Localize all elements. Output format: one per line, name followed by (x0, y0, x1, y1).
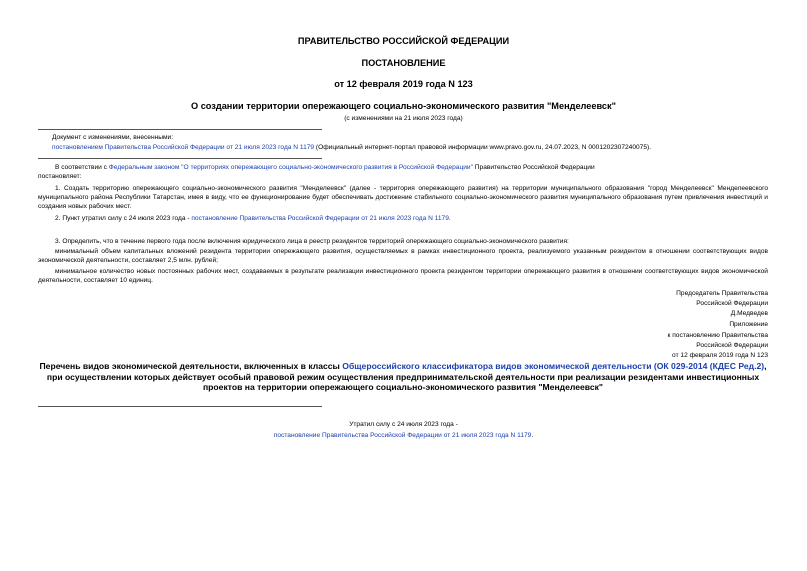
item-2: 2. Пункт утратил силу с 24 июля 2023 года - постановление Правительства Российской Федерации от 21 июля 2023 года N 1179. (55, 215, 451, 222)
item-3-investment: минимальный объем капитальных вложений резидента территории опережающего развития, осуществляемых в рамках инвестиционного проекта, реализуемого указанным резидентом в отношении соответствующих видов экономической деятельности, составляет 2,5 млн. рублей; (38, 248, 768, 264)
preamble: В соответствии с Федеральным законом "О территориях опережающего социально-экономического развития в Российской Федерации" Правительство Российской Федерации (55, 164, 595, 171)
doc-type-heading: ПОСТАНОВЛЕНИЕ (361, 58, 446, 68)
okved-classifier-link[interactable]: Общероссийского классификатора видов экономической деятельности (ОК 029-2014 (КДЕС Ред.2) (342, 361, 765, 371)
repeal-link[interactable]: постановление Правительства Российской Федерации от 21 июля 2023 года N 1179 (191, 215, 449, 222)
federal-law-link[interactable]: Федеральным законом "О территориях опережающего социально-экономического развития в Российской Федерации" (108, 164, 473, 171)
document-title: О создании территории опережающего социально-экономического развития "Менделеевск" (191, 101, 616, 111)
appendix-label: Приложение (729, 321, 768, 328)
separator-line (38, 158, 322, 159)
appendix-ref-2: Российской Федерации (696, 342, 768, 349)
footer-repeal-line: постановление Правительства Российской Федерации от 21 июля 2023 года N 1179. (273, 432, 534, 439)
item-3-jobs: минимальное количество новых постоянных рабочих мест, создаваемых в результате реализации инвестиционного проекта резидентом территории опережающего развития в отношении соответствующих видов экономической деятельности, составляет 10 единиц. (38, 268, 768, 284)
date-number-heading: от 12 февраля 2019 года N 123 (334, 79, 473, 89)
amendment-link[interactable]: постановлением Правительства Российской Федерации от 21 июля 2023 года N 1179 (52, 144, 315, 151)
signature-country: Российской Федерации (696, 300, 768, 307)
amendment-source: (Официальный интернет-портал правовой информации www.pravo.gov.ru, 24.07.2023, N 0001202307240075). (314, 144, 652, 151)
footer-repeal-link[interactable]: постановление Правительства Российской Федерации от 21 июля 2023 года N 1179 (273, 432, 532, 439)
signature-position: Председатель Правительства (676, 290, 768, 297)
amendments-line (52, 143, 768, 152)
footer-repeal-note: Утратил силу с 24 июля 2023 года - (349, 421, 458, 428)
changes-note: (с изменениями на 21 июля 2023 года) (344, 115, 463, 122)
item-3: 3. Определить, что в течение первого года после включения юридического лица в реестр резидентов территорий опережающего социально-экономического развития: (55, 238, 569, 245)
appendix-date: от 12 февраля 2019 года N 123 (672, 352, 768, 359)
preamble-decree: постановляет: (38, 173, 82, 180)
separator-line (38, 129, 322, 130)
separator-line (38, 406, 322, 407)
activities-list-title: Перечень видов экономической деятельности, включенных в классы Общероссийского классификатора видов экономической деятельности (ОК 029-2014 (КДЕС Ред.2), при осуществлении которых действует особый правовой режим осуществления предпринимательской деятельности при реализации резидентами инвестиционных проектов на территории опережающего социально-экономического развития "Менделеевск" (39, 361, 767, 392)
org-heading: ПРАВИТЕЛЬСТВО РОССИЙСКОЙ ФЕДЕРАЦИИ (297, 36, 510, 46)
amendments-intro: Документ с изменениями, внесенными: (52, 134, 174, 141)
item-1: 1. Создать территорию опережающего социально-экономического развития "Менделеевск" (далее - территория опережающего развития) на территории муниципального образования "город Менделеевск" Менделеевского муниципального района Республики Татарстан, имея в виду, что ее функционирование будет обеспечивать достижение стабильного социально-экономического развития муниципального образования путем привлечения инвестиций и создания новых рабочих мест. (38, 185, 768, 210)
appendix-ref-1: к постановлению Правительства (667, 332, 768, 339)
signature-name: Д.Медведев (730, 310, 768, 317)
